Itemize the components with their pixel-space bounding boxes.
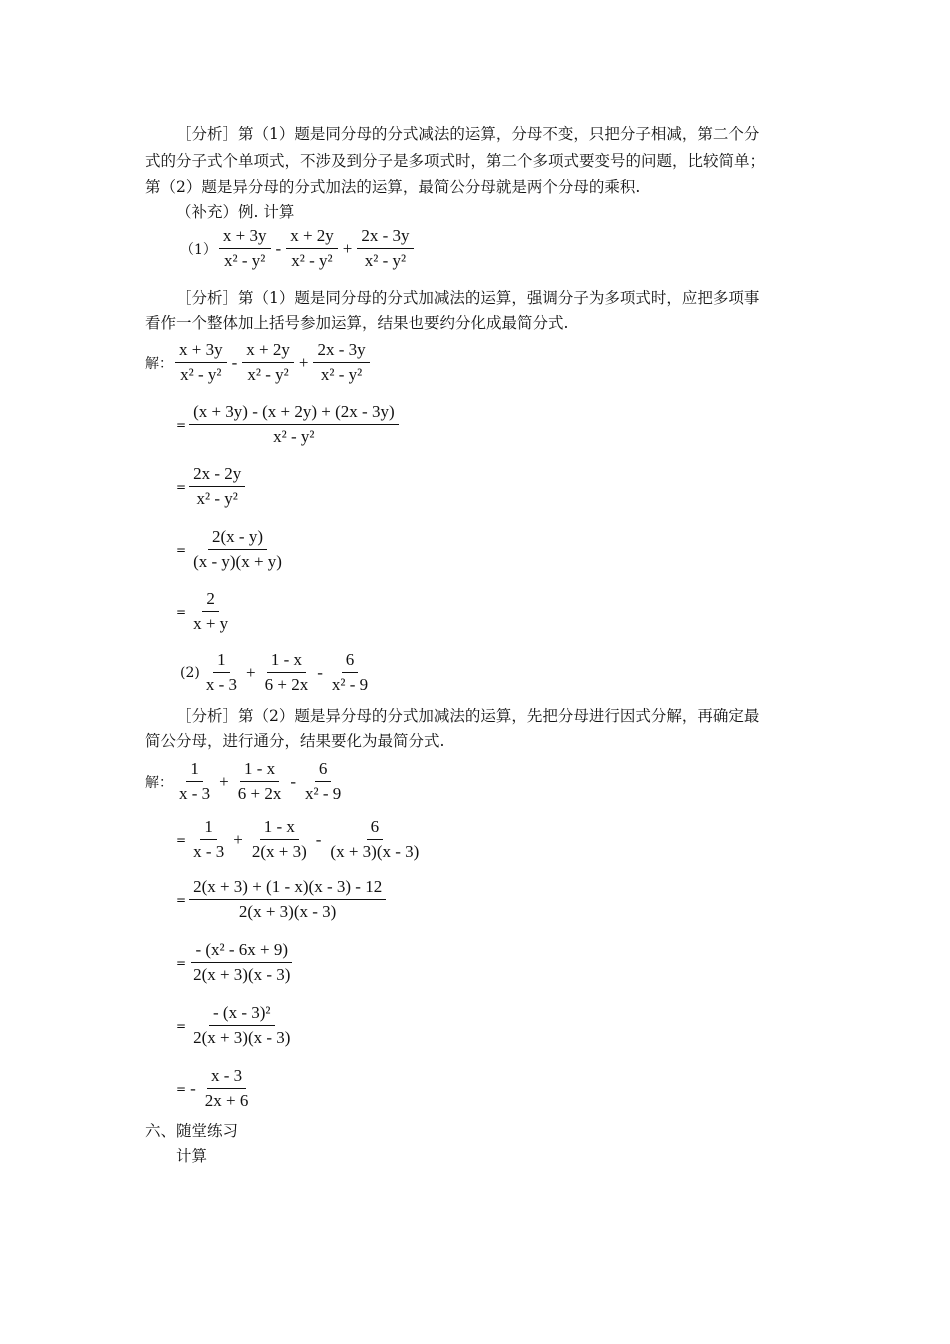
- denominator: 6 + 2x: [237, 784, 282, 803]
- equals-sign: =: [176, 955, 187, 970]
- fraction: [326, 815, 423, 864]
- fraction: [248, 815, 311, 864]
- numerator: 1 - x: [267, 648, 306, 673]
- numerator: 2(x + 3) + (1 - x)(x - 3) - 12: [189, 875, 386, 900]
- denominator: x² - 9: [331, 675, 369, 694]
- operator: -: [290, 771, 297, 791]
- denominator: x² - y²: [247, 365, 289, 384]
- denominator: 6 + 2x: [264, 675, 309, 694]
- fraction: [189, 400, 399, 449]
- denominator: x - 3: [193, 842, 225, 861]
- denominator: 2(x + 3)(x - 3): [193, 965, 291, 984]
- numerator: 2x - 3y: [357, 224, 413, 249]
- fraction: [286, 224, 338, 273]
- analysis2-line1: ［分析］第（1）题是同分母的分式加减法的运算，强调分子为多项式时，应把多项事: [176, 289, 760, 307]
- supplement-heading: （补充）例. 计算: [176, 203, 295, 221]
- numerator: 6: [342, 648, 359, 673]
- denominator: (x + 3)(x - 3): [330, 842, 420, 861]
- analysis3-line1: ［分析］第（2）题是异分母的分式加减法的运算，先把分母进行因式分解，再确定最: [176, 707, 760, 725]
- analysis2-line2: 看作一个整体加上括号参加运算，结果也要约分化成最简分式.: [145, 314, 569, 332]
- fraction: [189, 815, 228, 864]
- solution1-step5: [176, 587, 234, 636]
- denominator: x + y: [193, 614, 229, 633]
- solution1-step2: [176, 400, 401, 449]
- fraction: [357, 224, 413, 273]
- fraction: [175, 338, 227, 387]
- denominator: x² - 9: [305, 784, 342, 803]
- numerator: (x + 3y) - (x + 2y) + (2x - 3y): [189, 400, 399, 425]
- equals-sign: =: [176, 1018, 187, 1033]
- denominator: x² - y²: [273, 427, 315, 446]
- numerator: 1 - x: [240, 757, 279, 782]
- operator: +: [342, 238, 353, 258]
- section6-heading: 六、随堂练习: [145, 1122, 239, 1140]
- denominator: x² - y²: [224, 251, 266, 270]
- operator: +: [298, 352, 309, 372]
- solution2-step1: [145, 757, 347, 806]
- example1-label: （1）: [180, 241, 217, 258]
- solution1-step1: [145, 338, 372, 387]
- numerator: - (x - 3)²: [209, 1001, 275, 1026]
- analysis1-line2: 式的分子式个单项式，不涉及到分子是多项式时，第二个多项式要变号的问题，比较简单；: [145, 152, 766, 170]
- equals-sign: =: [176, 479, 187, 494]
- equals-sign: =: [176, 832, 187, 847]
- numerator: 1: [186, 757, 203, 782]
- fraction: [189, 1001, 294, 1050]
- fraction: [189, 462, 245, 511]
- numerator: x - 3: [207, 1064, 246, 1089]
- solution2-step6: [176, 1064, 254, 1113]
- fraction: [189, 587, 232, 636]
- fraction: [234, 757, 286, 806]
- numerator: - (x² - 6x + 9): [191, 938, 292, 963]
- analysis1-line1: ［分析］第（1）题是同分母的分式减法的运算，分母不变，只把分子相减，第二个分: [176, 125, 760, 143]
- equals-sign: =: [176, 1081, 187, 1096]
- fraction: [328, 648, 372, 697]
- solution2-step5: [176, 1001, 296, 1050]
- solution2-step2: [176, 815, 425, 864]
- denominator: x² - y²: [364, 251, 407, 270]
- fraction: [219, 224, 271, 273]
- fraction: [189, 875, 386, 924]
- denominator: x² - y²: [320, 365, 363, 384]
- numerator: 2(x - y): [208, 525, 267, 550]
- numerator: 1 - x: [260, 815, 299, 840]
- fraction: [202, 648, 241, 697]
- fraction: [201, 1064, 253, 1113]
- operator: +: [246, 662, 256, 682]
- denominator: 2(x + 3)(x - 3): [238, 902, 337, 921]
- equals-sign: =: [176, 542, 187, 557]
- operator: -: [275, 238, 282, 258]
- fraction: [301, 757, 345, 806]
- denominator: x - 3: [179, 784, 211, 803]
- operator: -: [315, 829, 322, 849]
- denominator: x² - y²: [196, 489, 238, 508]
- numerator: 2x - 2y: [189, 462, 245, 487]
- equals-sign: =: [176, 604, 187, 619]
- solution1-step4: [176, 525, 288, 574]
- operator: -: [317, 662, 323, 682]
- example2-label: (2): [180, 664, 200, 681]
- fraction: [313, 338, 369, 387]
- equals-sign: =: [176, 892, 187, 907]
- solution2-step4: [176, 938, 296, 987]
- numerator: 1: [200, 815, 217, 840]
- fraction: [189, 938, 294, 987]
- denominator: 2x + 6: [204, 1091, 249, 1110]
- solution1-step3: [176, 462, 247, 511]
- solution-label: 解：: [145, 774, 173, 791]
- equals-sign: =: [176, 417, 187, 432]
- denominator: 2(x + 3)(x - 3): [193, 1028, 291, 1047]
- operator: -: [190, 1078, 196, 1098]
- operator: +: [219, 771, 229, 791]
- analysis3-line2: 简公分母，进行通分，结果要化为最简分式.: [145, 732, 445, 750]
- example2-expression: [180, 648, 374, 697]
- fraction: [175, 757, 214, 806]
- denominator: x² - y²: [291, 251, 333, 270]
- denominator: 2(x + 3): [251, 842, 307, 861]
- fraction: [242, 338, 294, 387]
- numerator: 6: [367, 815, 384, 840]
- denominator: x² - y²: [180, 365, 222, 384]
- compute-label: 计算: [176, 1147, 208, 1165]
- numerator: 2: [202, 587, 219, 612]
- example1-expression: [180, 224, 416, 273]
- numerator: 6: [315, 757, 332, 782]
- numerator: 2x - 3y: [313, 338, 369, 363]
- solution-label: 解：: [145, 355, 173, 372]
- numerator: x + 2y: [286, 224, 338, 249]
- fraction: [189, 525, 286, 574]
- solution2-step3: [176, 875, 388, 924]
- fraction: [261, 648, 313, 697]
- denominator: (x - y)(x + y): [193, 552, 282, 571]
- analysis1-line3: 第（2）题是异分母的分式加法的运算，最简公分母就是两个分母的乘积.: [145, 178, 641, 196]
- numerator: x + 3y: [175, 338, 227, 363]
- numerator: 1: [213, 648, 230, 673]
- operator: -: [231, 352, 238, 372]
- denominator: x - 3: [205, 675, 238, 694]
- numerator: x + 2y: [242, 338, 294, 363]
- numerator: x + 3y: [219, 224, 271, 249]
- operator: +: [233, 829, 243, 849]
